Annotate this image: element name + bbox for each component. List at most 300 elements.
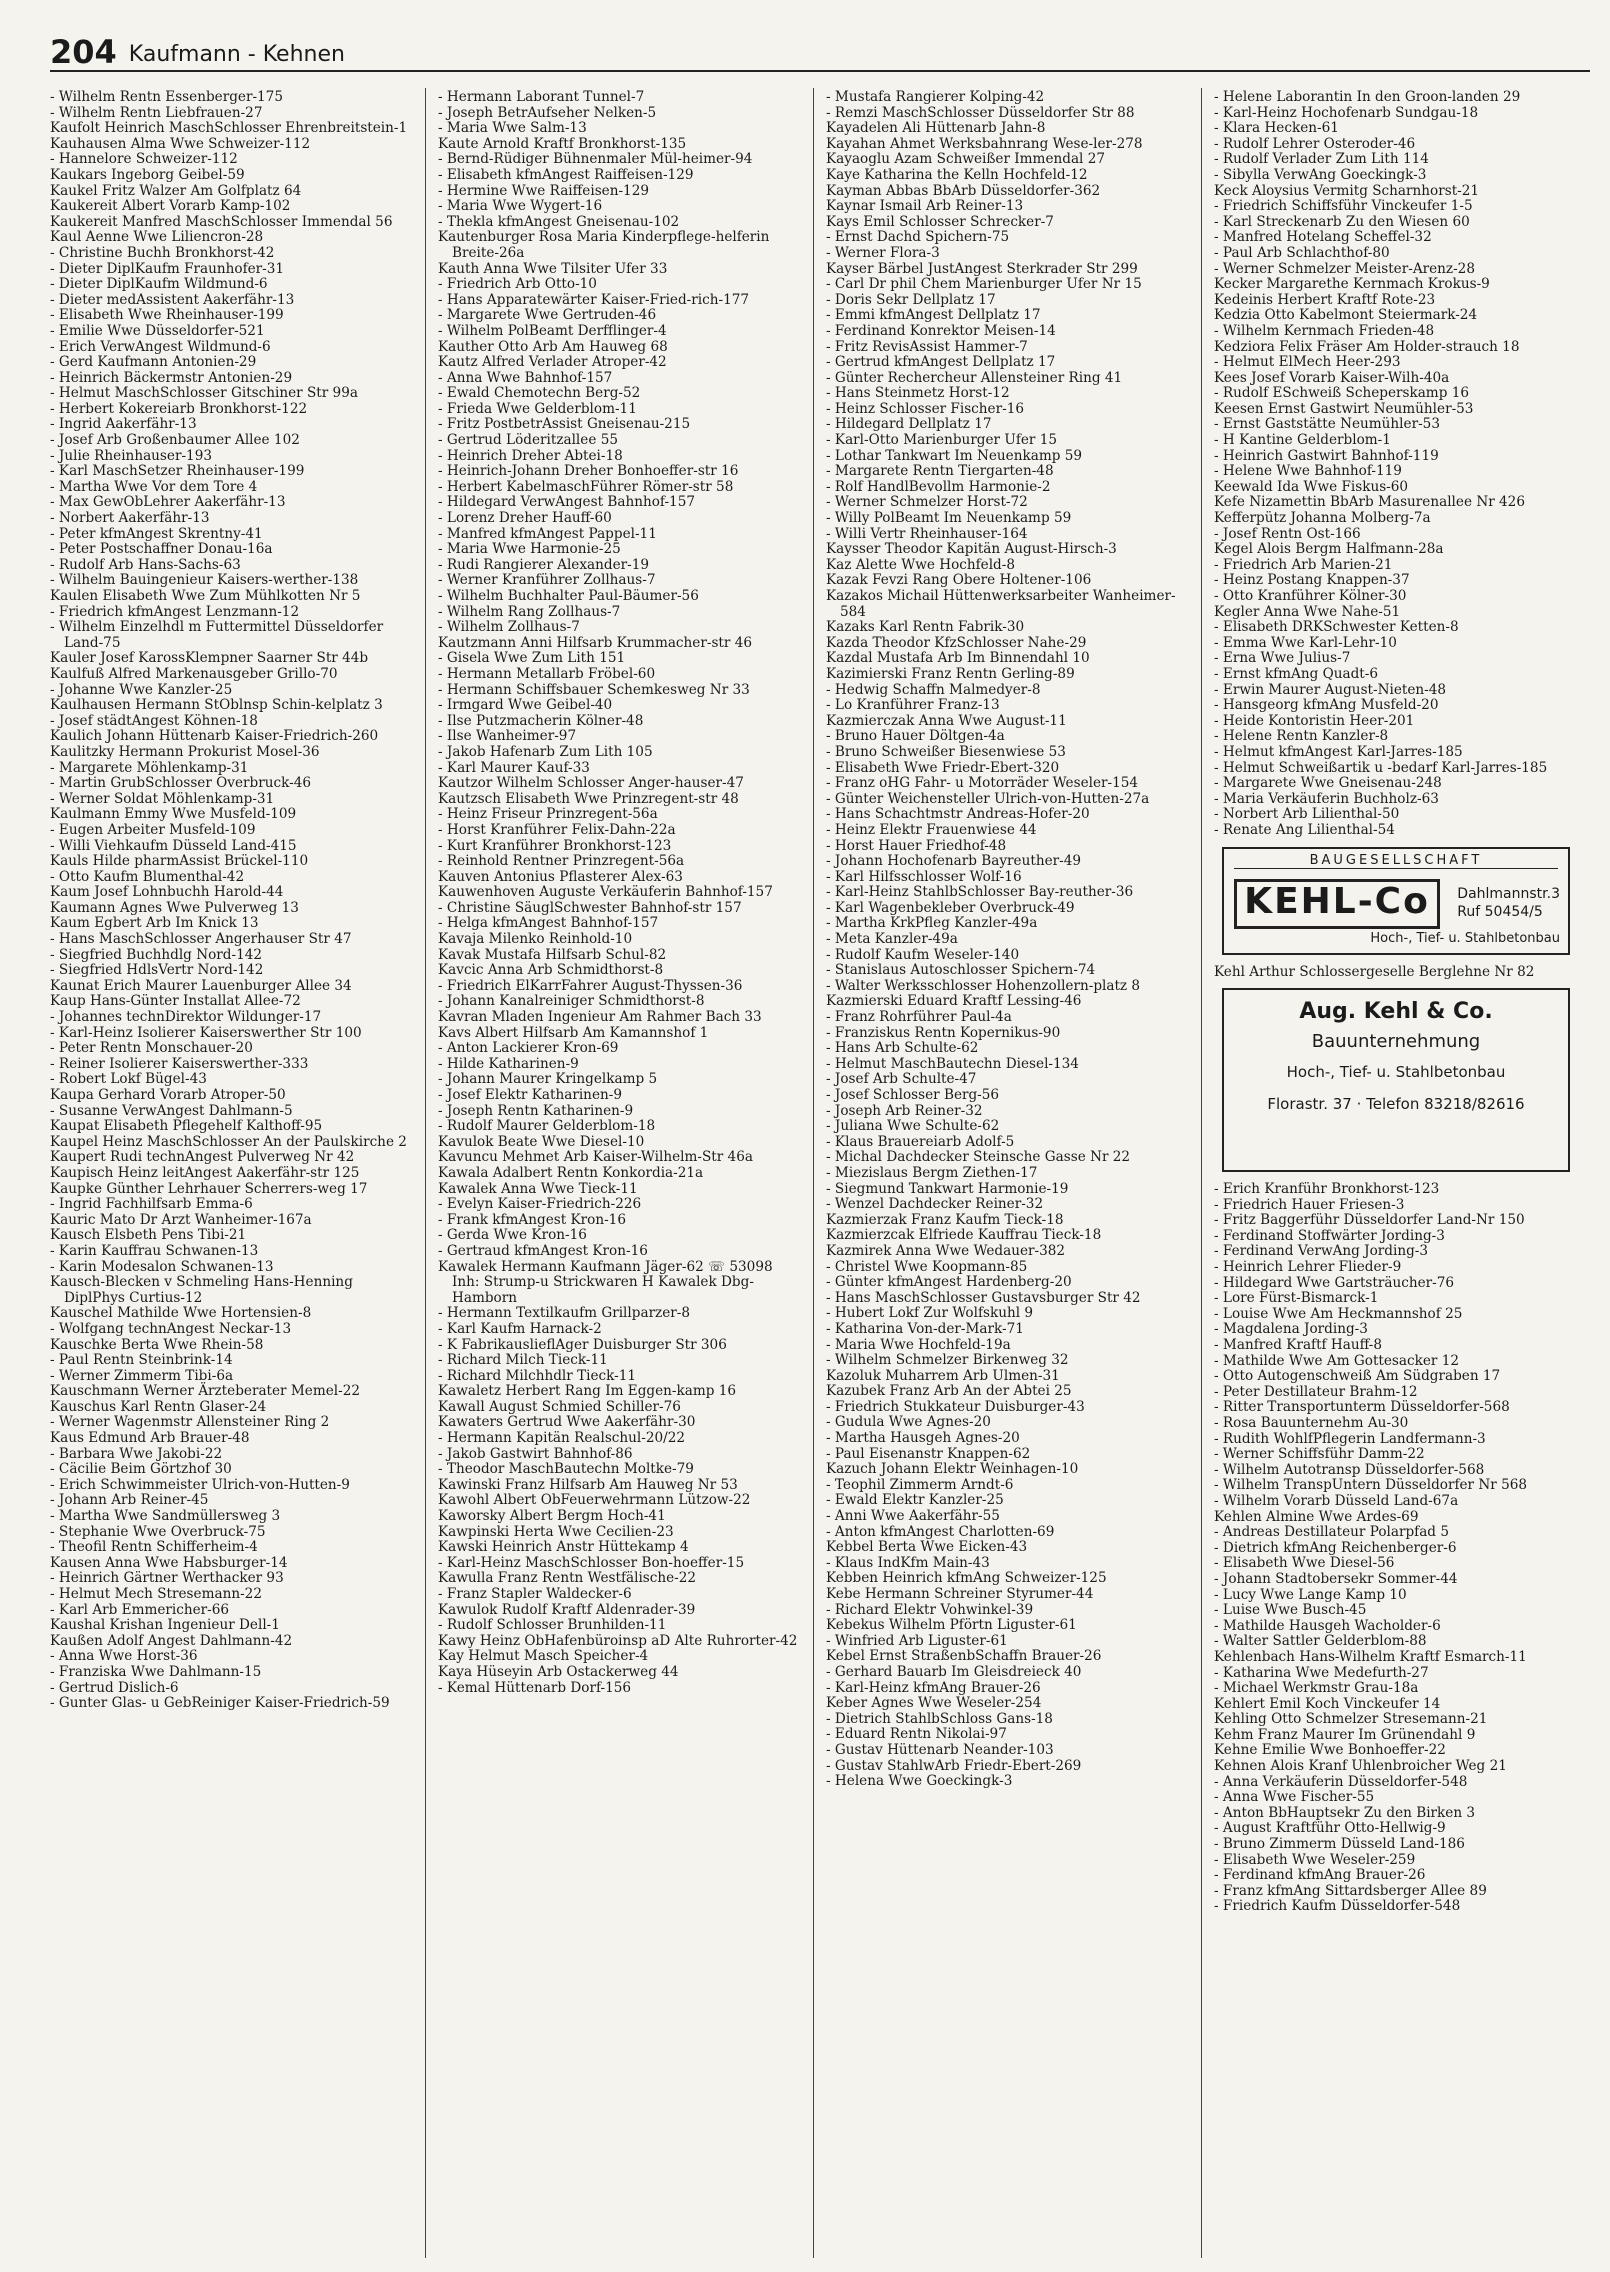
directory-entry: - Fritz Baggerführ Düsseldorfer Land-Nr 150 [1214,1212,1525,1229]
directory-entry: Kaz Alette Wwe Hochfeld-8 [826,556,1015,573]
directory-entry: Kebe Hermann Schreiner Styrumer-44 [826,1586,1094,1602]
directory-entry: Kazakos Michail Hüttenwerksarbeiter Wanheimer-584 [826,588,1176,620]
directory-entry: - Karl Streckenarb Zu den Wiesen 60 [1214,213,1470,230]
directory-entry: Kehm Franz Maurer Im Grünendahl 9 [1214,1726,1476,1743]
directory-entry: - Margarete Wwe Gertruden-46 [438,307,657,324]
directory-entry: - Franz Stapler Waldecker-6 [438,1586,632,1602]
directory-entry: - Julie Rheinhauser-193 [50,447,212,464]
directory-entry: Kedziora Felix Fräser Am Holder-strauch 18 [1214,338,1520,355]
directory-entry: Kazimierski Franz Rentn Gerling-89 [826,665,1075,682]
directory-entry: Kawaletz Herbert Rang Im Eggen-kamp 16 [438,1383,737,1400]
ad-services: Hoch-, Tief- u. Stahlbetonbau [1286,1063,1506,1082]
directory-entry: - Richard Elektr Vohwinkel-39 [826,1601,1034,1618]
kehl-baugesellschaft-ad [1222,847,1570,955]
directory-entry: Kavak Mustafa Hilfsarb Schul-82 [438,946,667,963]
directory-entry: Keber Agnes Wwe Weseler-254 [826,1695,1042,1712]
directory-entry: Kehl Arthur Schlossergeselle Berglehne Nr 82 [1214,963,1535,980]
directory-entry: - Josef Elektr Katharinen-9 [438,1087,622,1103]
directory-entry: - Otto Autogenschweiß Am Südgraben 17 [1214,1368,1501,1385]
directory-entry: - Heinrich-Johann Dreher Bonhoeffer-str 16 [438,463,739,480]
directory-entry: - Herbert Kokereiarb Bronkhorst-122 [50,400,308,417]
directory-entry: - Sibylla VerwAng Goeckingk-3 [1214,166,1427,183]
directory-entry: - Ferdinand VerwAng Jording-3 [1214,1243,1429,1260]
directory-entry: Kays Emil Schlosser Schrecker-7 [826,213,1054,230]
directory-entry: Kaupa Gerhard Vorarb Atroper-50 [50,1087,286,1103]
column-divider [425,88,426,2258]
directory-entry: Kazaks Karl Rentn Fabrik-30 [826,619,1025,636]
directory-entry: Kazoluk Muharrem Arb Ulmen-31 [826,1367,1060,1384]
directory-entry: - Michal Dachdecker Steinsche Gasse Nr 22 [826,1149,1131,1166]
directory-entry: - Friedrich Hauer Friesen-3 [1214,1196,1405,1213]
directory-entry: - Karl Arb Emmericher-66 [50,1601,230,1618]
directory-entry: - Heinz Postang Knappen-37 [1214,572,1410,589]
directory-entry: - Rudolf Schlosser Brunhilden-11 [438,1617,667,1634]
directory-entry: Kawulla Franz Rentn Westfälische-22 [438,1570,697,1587]
directory-entry: - Rudolf Maurer Gelderblom-18 [438,1118,656,1135]
directory-entry: Kaya Hüseyin Arb Ostackerweg 44 [438,1663,679,1680]
directory-entry: - Helene Wwe Bahnhof-119 [1214,463,1402,480]
directory-entry: - Johann Kanalreiniger Schmidthorst-8 [438,993,705,1010]
directory-entry: - Erwin Maurer August-Nieten-48 [1214,681,1447,698]
directory-entry: Kaunat Erich Maurer Lauenburger Allee 34 [50,977,352,994]
directory-entry: - Ilse Wanheimer-97 [438,728,577,745]
directory-entry: - Andreas Destillateur Polarpfad 5 [1214,1524,1449,1541]
directory-entry: - Erich VerwAngest Wildmund-6 [50,338,271,355]
directory-entry: - Friedrich Arb Otto-10 [438,276,597,293]
directory-entry: Kebekus Wilhelm Pförtn Liguster-61 [826,1617,1077,1634]
directory-entry: - Josef Schlosser Berg-56 [826,1087,1000,1103]
directory-entry: - Klara Hecken-61 [1214,120,1339,137]
directory-entry: - Martha Wwe Sandmüllersweg 3 [50,1508,281,1525]
directory-entry: Kaulich Johann Hüttenarb Kaiser-Friedrich-260 [50,728,379,745]
directory-entry: - Bruno Zimmerm Düsseld Land-186 [1214,1836,1465,1853]
directory-entry: - Reiner Isolierer Kaiserswerther-333 [50,1055,309,1072]
directory-entry: - Rolf HandlBevollm Harmonie-2 [826,478,1051,495]
directory-entry: - Ritter Transportunterm Düsseldorfer-568 [1214,1399,1510,1416]
directory-entry: - Bruno Schweißer Biesenwiese 53 [826,743,1066,760]
directory-entry: - Werner Flora-3 [826,244,940,261]
directory-entry: Kauhausen Alma Wwe Schweizer-112 [50,135,311,152]
directory-entry: - Juliana Wwe Schulte-62 [826,1118,1000,1135]
directory-entry: - Helene Laborantin In den Groon-landen 29 [1214,90,1521,105]
directory-entry: - Werner Schiffsführ Damm-22 [1214,1446,1425,1463]
directory-entry: Kehne Emilie Wwe Bonhoeffer-22 [1214,1742,1446,1759]
directory-entry: - Elisabeth Wwe Diesel-56 [1214,1555,1395,1572]
directory-entry: - Maria Wwe Salm-13 [438,120,587,137]
directory-entry: - Maria Wwe Wygert-16 [438,198,603,215]
directory-entry: - Werner Wagenmstr Allensteiner Ring 2 [50,1414,330,1431]
directory-entry: Kaworsky Albert Bergm Hoch-41 [438,1508,666,1525]
directory-entry: Kawalek Anna Wwe Tieck-11 [438,1180,638,1197]
directory-entry: - Anton kfmAngest Charlotten-69 [826,1523,1055,1540]
directory-entry: - Hildegard VerwAngest Bahnhof-157 [438,494,695,511]
directory-entry: Kavulok Beate Wwe Diesel-10 [438,1133,645,1150]
directory-entry: - Siegfried Buchhdlg Nord-142 [50,946,263,963]
directory-entry: - Friedrich Schiffsführ Vinckeufer 1-5 [1214,198,1473,215]
directory-entry: - Josef Arb Schulte-47 [826,1071,977,1088]
directory-entry: Kauschke Berta Wwe Rhein-58 [50,1336,264,1353]
directory-entry: Kayman Abbas BbArb Düsseldorfer-362 [826,182,1101,199]
directory-entry: - Ingrid Fachhilfsarb Emma-6 [50,1196,253,1213]
directory-entry: - Helga kfmAngest Bahnhof-157 [438,915,659,932]
ad-business-type: Bauunternehmung [1311,1030,1481,1052]
directory-entry: - Theofil Rentn Schifferheim-4 [50,1539,258,1556]
directory-entry: Kautenburger Rosa Maria Kinderpflege-helferin Breite-26a [438,229,770,261]
directory-entry: - Manfred kfmAngest Pappel-11 [438,525,657,542]
directory-entry: - Hermann Kapitän Realschul-20/22 [438,1430,686,1447]
directory-entry: - Reinhold Rentner Prinzregent-56a [438,853,685,870]
directory-entry: - Günter Rechercheur Allensteiner Ring 41 [826,369,1123,386]
directory-entry: Kautzsch Elisabeth Wwe Prinzregent-str 48 [438,790,739,807]
directory-entry: - Hans Arb Schulte-62 [826,1040,979,1057]
directory-entry: - Wilhelm Autotransp Düsseldorfer-568 [1214,1461,1485,1478]
directory-entry: - Helmut kfmAngest Karl-Jarres-185 [1214,743,1463,760]
directory-entry: Kauschel Mathilde Wwe Hortensien-8 [50,1305,312,1322]
directory-entry: - Heinrich Bäckermstr Antonien-29 [50,369,293,386]
directory-entry: Kavs Albert Hilfsarb Am Kamannshof 1 [438,1024,709,1041]
directory-entry: - Cäcilie Beim Görtzhof 30 [50,1461,232,1478]
directory-entry: - Heinrich Gastwirt Bahnhof-119 [1214,447,1439,464]
directory-entry: Kees Josef Vorarb Kaiser-Wilh-40a [1214,369,1450,386]
directory-entry: - Richard Milch Tieck-11 [438,1352,608,1369]
directory-entry: - Louise Wwe Am Heckmannshof 25 [1214,1305,1463,1322]
directory-entry: Kaulitzky Hermann Prokurist Mosel-36 [50,743,320,760]
directory-entry: Kehlenbach Hans-Wilhelm Kraftf Esmarch-11 [1214,1648,1527,1665]
directory-entry: - Dietrich StahlbSchloss Gans-18 [826,1710,1053,1727]
directory-entry: - Johann Arb Reiner-45 [50,1492,209,1509]
directory-entry: Kaupel Heinz MaschSchlosser An der Paulskirche 2 [50,1133,407,1150]
directory-entry: Kaus Edmund Arb Brauer-48 [50,1430,250,1447]
directory-entry: Kazmirek Anna Wwe Wedauer-382 [826,1242,1066,1259]
directory-entry: - Dieter DiplKaufm Fraunhofer-31 [50,260,285,277]
directory-entry: - Friedrich Stukkateur Duisburger-43 [826,1398,1085,1415]
directory-entry: - Hermine Wwe Raiffeisen-129 [438,182,650,199]
directory-entry: - Maria Verkäuferin Buchholz-63 [1214,790,1439,807]
directory-entry: Kebel Ernst StraßenbSchaffn Brauer-26 [826,1648,1102,1665]
directory-entry: - Karl Wagenbekleber Overbruck-49 [826,899,1075,916]
directory-entry: - Helmut MaschSchlosser Gitschiner Str 99a [50,385,358,402]
directory-entry: - Hans Apparatewärter Kaiser-Fried-rich-177 [438,291,750,308]
directory-entry: - Lothar Tankwart Im Neuenkamp 59 [826,447,1083,464]
directory-entry: Kauler Josef KarossKlempner Saarner Str 44b [50,650,369,667]
directory-entry: Kausen Anna Wwe Habsburger-14 [50,1554,288,1571]
directory-entry: Kayadelen Ali Hüttenarb Jahn-8 [826,120,1046,137]
directory-entry: Kazmierczak Anna Wwe August-11 [826,712,1067,729]
directory-entry: - Peter Destillateur Brahm-12 [1214,1383,1418,1400]
directory-entry: - Werner Schmelzer Horst-72 [826,494,1028,511]
directory-entry: - Heinz Friseur Prinzregent-56a [438,806,658,823]
directory-entry: - Rudolf Lehrer Osteroder-46 [1214,135,1416,152]
directory-entry: - Werner Kranführer Zollhaus-7 [438,572,656,589]
directory-entry: Kauschmann Werner Ärzteberater Memel-22 [50,1383,361,1400]
directory-entry: - Günter kfmAngest Hardenberg-20 [826,1274,1072,1291]
directory-entry: - Elisabeth DRKSchwester Ketten-8 [1214,619,1459,636]
directory-entry: - Meta Kanzler-49a [826,931,958,948]
directory-entry: - Rosa Bauunternehm Au-30 [1214,1415,1409,1431]
directory-entry: Kaum Josef Lohnbuchh Harold-44 [50,884,284,901]
directory-entry: - Helene Rentn Kanzler-8 [1214,728,1389,745]
directory-entry: Kawinski Franz Hilfsarb Am Hauweg Nr 53 [438,1476,738,1493]
directory-entry: Kavcic Anna Arb Schmidthorst-8 [438,962,664,979]
directory-entry: Kayaoglu Azam Schweißer Immendal 27 [826,151,1106,168]
directory-entry: - Elisabeth Wwe Weseler-259 [1214,1851,1416,1868]
directory-entry: - Wilhelm Vorarb Düsseld Land-67a [1214,1492,1459,1509]
directory-entry: - Wilhelm Bauingenieur Kaisers-werther-138 [50,572,359,589]
directory-entry: - Werner Soldat Möhlenkamp-31 [50,790,275,807]
directory-entry: - Karl-Otto Marienburger Ufer 15 [826,432,1058,449]
directory-entry: - Anni Wwe Aakerfähr-55 [826,1508,1000,1525]
column-divider [1201,88,1202,2258]
directory-entry: Kebben Heinrich kfmAng Schweizer-125 [826,1570,1107,1587]
directory-entry: - Irmgard Wwe Geibel-40 [438,697,613,714]
directory-entry: - Gerda Wwe Kron-16 [438,1227,587,1244]
directory-entry: Kavaja Milenko Reinhold-10 [438,931,633,948]
directory-entry: - Margarete Wwe Gneisenau-248 [1214,775,1442,792]
directory-entry: Kaup Hans-Günter Installat Allee-72 [50,993,301,1010]
directory-entry: - Wilhelm PolBeamt Derfflinger-4 [438,322,667,339]
column-3 [826,90,1186,2260]
directory-entry: Kawohl Albert ObFeuerwehrmann Lützow-22 [438,1492,751,1509]
column-divider [813,88,814,2258]
directory-entry: - Rudith WohlfPflegerin Landfermann-3 [1214,1430,1486,1447]
directory-entry: - Teophil Zimmerm Arndt-6 [826,1476,1014,1493]
directory-entry: - Franz kfmAng Sittardsberger Allee 89 [1214,1882,1487,1899]
directory-entry: Kavran Mladen Ingenieur Am Rahmer Bach 33 [438,1009,762,1026]
directory-entry: - Gerd Kaufmann Antonien-29 [50,354,257,371]
directory-entry: Kazda Theodor KfzSchlosser Nahe-29 [826,634,1087,651]
directory-entry: - Franziskus Rentn Kopernikus-90 [826,1024,1061,1041]
directory-entry: - Robert Lokf Bügel-43 [50,1071,207,1088]
directory-entry: Kautzor Wilhelm Schlosser Anger-hauser-47 [438,775,744,792]
directory-entry: - Gertrud Löderitzallee 55 [438,432,618,449]
directory-entry: - Helmut Schweißartik u -bedarf Karl-Jarres-185 [1214,759,1548,776]
directory-entry: - Erich Schwimmeister Ulrich-von-Hutten-9 [50,1476,350,1493]
aug-kehl-ad [1222,988,1570,1172]
kehl-logo: KEHL-Co [1234,879,1440,929]
directory-entry: - Karl-Heinz MaschSchlosser Bon-hoeffer-15 [438,1554,745,1571]
directory-entry: - Elisabeth Wwe Rheinhauser-199 [50,307,284,324]
directory-entry: - Eugen Arbeiter Musfeld-109 [50,821,256,838]
directory-entry: Kebbel Berta Wwe Eicken-43 [826,1539,1028,1556]
directory-entry: - Evelyn Kaiser-Friedrich-226 [438,1196,642,1213]
ad-contact: Florastr. 37 · Telefon 83218/82616 [1267,1094,1525,1113]
directory-entry: - Johann Hochofenarb Bayreuther-49 [826,853,1082,870]
directory-entry: - Friedrich Arb Marien-21 [1214,556,1393,573]
directory-entry: - Erich Kranführ Bronkhorst-123 [1214,1181,1440,1198]
directory-entry: - Jakob Hafenarb Zum Lith 105 [438,743,653,760]
directory-entry: - Paul Eisenanstr Knappen-62 [826,1445,1031,1462]
ad-street: Dahlmannstr.3 [1457,885,1560,902]
directory-entry: Kaulen Elisabeth Wwe Zum Mühlkotten Nr 5 [50,588,361,604]
directory-entry: Kaupke Günther Lehrhauer Scherrers-weg 17 [50,1180,368,1197]
directory-entry: Kazak Fevzi Rang Obere Holtener-106 [826,572,1092,589]
directory-entry: - Karl Maurer Kauf-33 [438,759,590,776]
directory-entry: Kedeinis Herbert Kraftf Rote-23 [1214,291,1436,308]
directory-entry: - Rudolf Verlader Zum Lith 114 [1214,151,1429,168]
directory-entry: - August Kraftführ Otto-Hellwig-9 [1214,1820,1446,1837]
directory-entry: Kauth Anna Wwe Tilsiter Ufer 33 [438,260,668,277]
directory-entry: - Joseph BetrAufseher Nelken-5 [438,104,657,121]
directory-entry: - Siegmund Tankwart Harmonie-19 [826,1180,1069,1197]
directory-entry: Kazuch Johann Elektr Weinhagen-10 [826,1461,1079,1478]
directory-entry: - Bernd-Rüdiger Bühnenmaler Mül-heimer-94 [438,151,753,168]
directory-entry: - Lore Fürst-Bismarck-1 [1214,1290,1379,1307]
directory-entry: - Helmut ElMech Heer-293 [1214,354,1401,371]
directory-entry: - Gertraud kfmAngest Kron-16 [438,1242,648,1259]
directory-entry: Kaumann Agnes Wwe Pulverweg 13 [50,899,299,916]
directory-entry: Kawulok Rudolf Kraftf Aldenrader-39 [438,1601,696,1618]
directory-entry: - Karl-Heinz Isolierer Kaiserswerther Str 100 [50,1024,362,1041]
ad-company-name: Aug. Kehl & Co. [1299,999,1493,1025]
directory-entry: Kaum Egbert Arb Im Knick 13 [50,915,259,932]
directory-entry: Kauric Mato Dr Arzt Wanheimer-167a [50,1211,312,1228]
directory-entry: - Wilhelm Zollhaus-7 [438,619,580,636]
directory-entry: - Norbert Arb Lilienthal-50 [1214,806,1400,823]
directory-entry: Kazmierzcak Elfriede Kauffrau Tieck-18 [826,1227,1102,1244]
directory-entry: - Erna Wwe Julius-7 [1214,650,1351,667]
directory-entry: - Lucy Wwe Lange Kamp 10 [1214,1586,1407,1603]
directory-entry: - Stephanie Wwe Overbruck-75 [50,1523,266,1540]
directory-entry: - Gertrud Dislich-6 [50,1679,179,1696]
directory-entry: - Lo Kranführer Franz-13 [826,697,1000,714]
directory-entry: - Fritz PostbetrAssist Gneisenau-215 [438,416,691,433]
directory-entry: - Ilse Putzmacherin Kölner-48 [438,712,644,729]
directory-entry: - Emmi kfmAngest Dellplatz 17 [826,307,1041,324]
column-4 [1214,90,1574,2260]
directory-entry: Kaye Katharina the Kelln Hochfeld-12 [826,166,1088,183]
directory-entry: Keesen Ernst Gastwirt Neumühler-53 [1214,400,1474,417]
directory-entry: Kaufolt Heinrich MaschSchlosser Ehrenbreitstein-1 [50,120,408,137]
directory-entry: - Martha Wwe Vor dem Tore 4 [50,478,258,495]
directory-entry: - Magdalena Jording-3 [1214,1321,1368,1338]
directory-entry: Kautzmann Anni Hilfsarb Krummacher-str 46 [438,634,752,651]
directory-entry: - Hans Schachtmstr Andreas-Hofer-20 [826,806,1090,823]
directory-entry: - Maria Wwe Harmonie-25 [438,541,621,558]
directory-entry: - Peter kfmAngest Skrentny-41 [50,525,263,542]
directory-entry: - Karl-Heinz StahlbSchlosser Bay-reuther-36 [826,884,1134,901]
directory-entry: Kausch-Blecken v Schmeling Hans-Henning DiplPhys Curtius-12 [50,1274,353,1306]
directory-entry: - Manfred Kraftf Hauff-8 [1214,1337,1383,1354]
directory-entry: Kayahan Ahmet Werksbahnrang Wese-ler-278 [826,135,1143,152]
directory-entry: - Anton Lackierer Kron-69 [438,1040,619,1057]
directory-entry: - Josef Arb Großenbaumer Allee 102 [50,432,300,449]
directory-entry: Kauls Hilde pharmAssist Brückel-110 [50,853,309,870]
directory-entry: - Helena Wwe Goeckingk-3 [826,1773,1013,1790]
directory-entry: - Manfred Hotelang Scheffel-32 [1214,229,1432,246]
directory-entry: - Werner Schmelzer Meister-Arenz-28 [1214,260,1475,277]
directory-entry: Kehlen Almine Wwe Ardes-69 [1214,1508,1419,1525]
directory-entry: Kawaters Gertrud Wwe Aakerfähr-30 [438,1414,696,1431]
directory-entry: - Michael Werkmstr Grau-18a [1214,1680,1419,1697]
directory-entry: - Karl Hilfsschlosser Wolf-16 [826,868,1022,885]
directory-entry: Kedzia Otto Kabelmont Steiermark-24 [1214,307,1478,324]
directory-entry: - Kurt Kranführer Bronkhorst-123 [438,837,672,854]
directory-entry: Kayser Bärbel JustAngest Sterkrader Str 299 [826,260,1138,277]
directory-entry: - Karin Modesalon Schwanen-13 [50,1258,274,1275]
directory-entry: Kazmierzak Franz Kaufm Tieck-18 [826,1211,1064,1228]
directory-entry: - Hans MaschSchlosser Angerhauser Str 47 [50,931,352,948]
directory-entry: - Otto Kranführer Kölner-30 [1214,588,1407,604]
directory-entry: - Heinz Schlosser Fischer-16 [826,400,1024,417]
directory-entry: Kecker Margarethe Kernmach Krokus-9 [1214,276,1490,293]
directory-entry: - Doris Sekr Dellplatz 17 [826,291,996,308]
directory-entry: - Paul Rentn Steinbrink-14 [50,1352,233,1369]
directory-entry: - Hermann Laborant Tunnel-7 [438,90,645,105]
directory-entry: - Franz Rohrführer Paul-4a [826,1009,1012,1026]
directory-entry: Kehnen Alois Kranf Uhlenbroicher Weg 21 [1214,1758,1507,1775]
directory-entry: - Ewald Elektr Kanzler-25 [826,1492,1004,1509]
directory-entry: - Wilhelm Einzelhdl m Futtermittel Düsseldorfer Land-75 [50,619,384,651]
directory-entry: - Rudolf Arb Hans-Sachs-63 [50,556,241,573]
directory-entry: Kegler Anna Wwe Nahe-51 [1214,603,1401,620]
directory-entry: - Ferdinand kfmAng Brauer-26 [1214,1867,1426,1884]
directory-entry: - Otto Kaufm Blumenthal-42 [50,868,245,885]
directory-entry: - Anna Verkäuferin Düsseldorfer-548 [1214,1773,1468,1790]
directory-entry: Keewald Ida Wwe Fiskus-60 [1214,478,1409,495]
directory-entry: - Ernst Dachd Spichern-75 [826,229,1010,246]
directory-entry: Kefe Nizamettin BbArb Masurenallee Nr 426 [1214,494,1525,511]
column-2 [438,90,798,2260]
directory-entry: Kauven Antonius Pflasterer Alex-63 [438,868,683,885]
directory-entry: - Heinz Elektr Frauenwiese 44 [826,821,1037,838]
directory-entry: - Horst Kranführer Felix-Dahn-22a [438,821,676,838]
directory-entry: - Lorenz Dreher Hauff-60 [438,510,612,527]
directory-entry: - Werner Zimmerm Tibi-6a [50,1367,234,1384]
directory-entry: Kawpinski Herta Wwe Cecilien-23 [438,1523,674,1540]
directory-entry: - Ernst kfmAng Quadt-6 [1214,665,1379,682]
directory-entry: - Mathilde Wwe Am Gottesacker 12 [1214,1352,1460,1369]
directory-entry: Kaute Arnold Kraftf Bronkhorst-135 [438,135,687,152]
directory-entry: Kautz Alfred Verlader Atroper-42 [438,354,667,371]
directory-entry: - Karl-Heinz kfmAng Brauer-26 [826,1679,1041,1696]
directory-entry: - Willi Viehkaufm Düsseld Land-415 [50,837,297,854]
directory-entry: - Luise Wwe Busch-45 [1214,1602,1367,1619]
directory-entry: - Hannelore Schweizer-112 [50,151,238,168]
directory-entry: - Gustav Hüttenarb Neander-103 [826,1741,1054,1758]
directory-entry: - Wilhelm TranspUntern Düsseldorfer Nr 568 [1214,1477,1528,1494]
directory-entry: Kaysser Theodor Kapitän August-Hirsch-3 [826,541,1117,558]
directory-entry: - Karin Kauffrau Schwanen-13 [50,1242,259,1259]
directory-entry: - Elisabeth Wwe Friedr-Ebert-320 [826,759,1060,776]
directory-entry: Kazdal Mustafa Arb Im Binnendahl 10 [826,650,1090,667]
directory-entry: - Klaus Brauereiarb Adolf-5 [826,1133,1015,1150]
directory-entry: - Katharina Von-der-Mark-71 [826,1320,1024,1337]
directory-entry: Kaushal Krishan Ingenieur Dell-1 [50,1617,280,1634]
directory-entry: Kavuncu Mehmet Arb Kaiser-Wilhelm-Str 46a [438,1149,753,1166]
directory-entry: Kauther Otto Arb Am Hauweg 68 [438,338,668,355]
directory-entry: - Rudi Rangierer Alexander-19 [438,556,650,573]
directory-entry: Kay Helmut Masch Speicher-4 [438,1648,649,1665]
directory-entry: - Frank kfmAngest Kron-16 [438,1211,626,1228]
directory-entry: - Friedrich Kaufm Düsseldorfer-548 [1214,1898,1461,1915]
directory-entry: - Stanislaus Autoschlosser Spichern-74 [826,962,1096,979]
directory-entry: - Norbert Aakerfähr-13 [50,510,210,527]
directory-entry: - Hedwig Schaffn Malmedyer-8 [826,681,1041,698]
directory-entry: - Hans Steinmetz Horst-12 [826,385,1010,402]
directory-entry: - Max GewObLehrer Aakerfähr-13 [50,494,286,511]
directory-entry: - Siegfried HdlsVertr Nord-142 [50,962,264,979]
directory-entry: - Anton BbHauptsekr Zu den Birken 3 [1214,1804,1476,1821]
directory-entry: - Joseph Rentn Katharinen-9 [438,1102,634,1119]
directory-entry: - Gisela Wwe Zum Lith 151 [438,650,626,667]
directory-entry: Kaukereit Albert Vorarb Kamp-102 [50,198,291,215]
directory-entry: Kaukereit Manfred MaschSchlosser Immendal 56 [50,213,393,230]
directory-entry: - Hermann Textilkaufm Grillparzer-8 [438,1305,691,1322]
directory-entry: - Fritz RevisAssist Hammer-7 [826,338,1028,355]
directory-entry: Kausch Elsbeth Pens Tibi-21 [50,1227,247,1244]
directory-entry: - Rudolf Kaufm Weseler-140 [826,946,1020,963]
directory-entry: Kaukars Ingeborg Geibel-59 [50,166,245,183]
